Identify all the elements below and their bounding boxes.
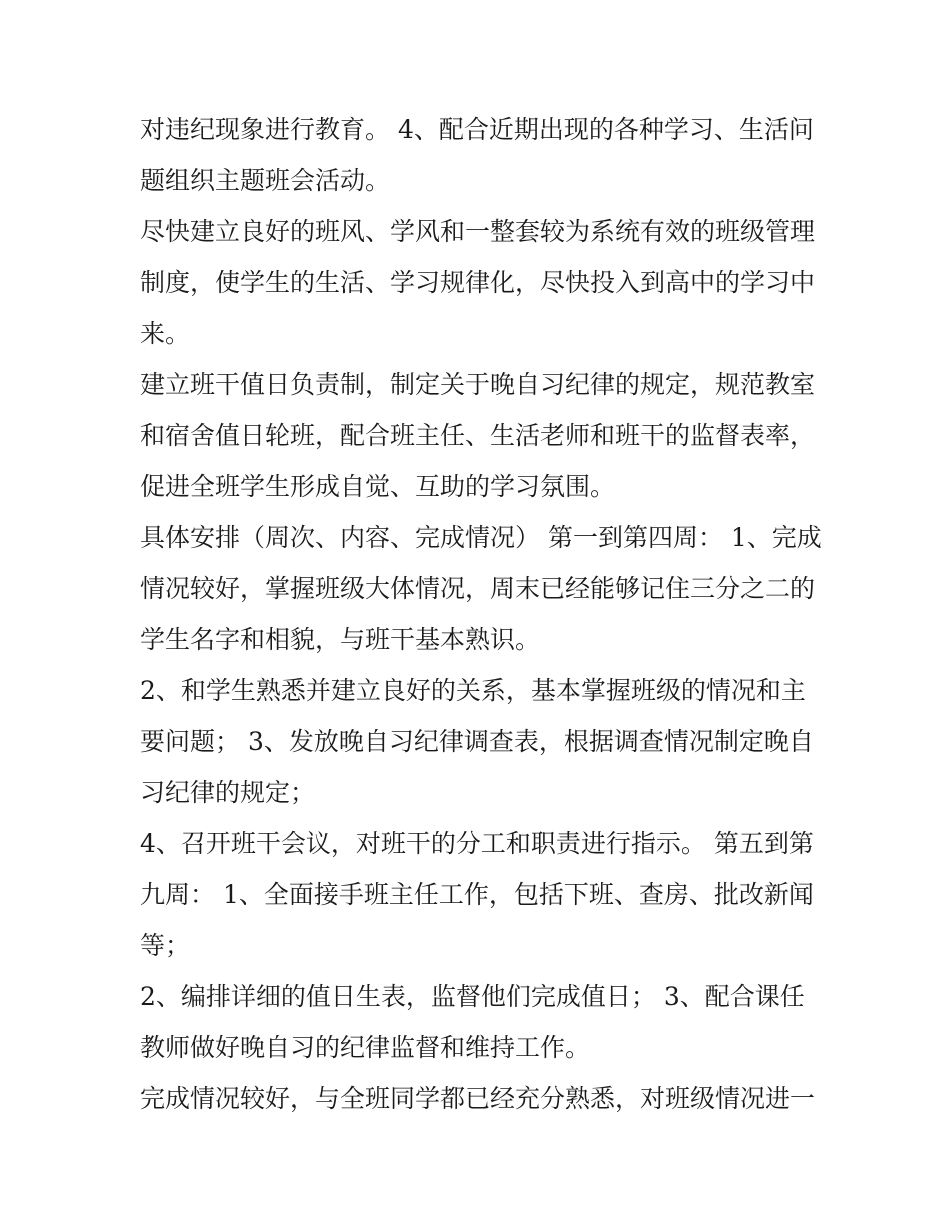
paragraph [140,818,820,971]
paragraph [140,512,820,665]
text-line: 2、编排详细的值日生表，监督他们完成值日； 3、配合课任 [140,982,805,1011]
paragraph [140,665,820,818]
text-line: 题组织主题班会活动。 [140,166,391,195]
text-line: 具体安排（周次、内容、完成情况） 第一到第四周： 1、完成 [140,523,822,552]
text-line: 2、和学生熟悉并建立良好的关系，基本掌握班级的情况和主 [140,676,806,705]
paragraph [140,1073,820,1124]
text-line: 建立班干值日负责制，制定关于晚自习纪律的规定，规范教室 [140,370,816,399]
text-line: 九周： 1、全面接手班主任工作，包括下班、查房、批改新闻 [140,880,814,909]
paragraph [140,971,820,1073]
text-line: 对违纪现象进行教育。 4、配合近期出现的各种学习、生活问 [140,115,814,144]
text-line: 尽快建立良好的班风、学风和一整套较为系统有效的班级管理 [140,217,816,246]
text-line: 学生名字和相貌，与班干基本熟识。 [140,625,541,654]
text-line: 来。 [140,319,191,348]
text-line: 完成情况较好，与全班同学都已经充分熟悉，对班级情况进一 [140,1084,816,1113]
text-line: 促进全班学生形成自觉、互助的学习氛围。 [140,472,616,501]
text-line: 要问题； 3、发放晚自习纪律调查表，根据调查情况制定晚自 [140,727,814,756]
document-body [140,104,820,1124]
text-line: 等； [140,931,191,960]
paragraph [140,359,820,512]
paragraph [140,206,820,359]
text-line: 教师做好晚自习的纪律监督和维持工作。 [140,1033,591,1062]
text-line: 4、召开班干会议，对班干的分工和职责进行指示。 第五到第 [140,829,814,858]
text-line: 制度，使学生的生活、学习规律化，尽快投入到高中的学习中 [140,268,816,297]
text-line: 和宿舍值日轮班，配合班主任、生活老师和班干的监督表率， [140,421,816,450]
text-line: 情况较好，掌握班级大体情况，周末已经能够记住三分之二的 [140,574,816,603]
text-line: 习纪律的规定； [140,778,316,807]
paragraph [140,104,820,206]
